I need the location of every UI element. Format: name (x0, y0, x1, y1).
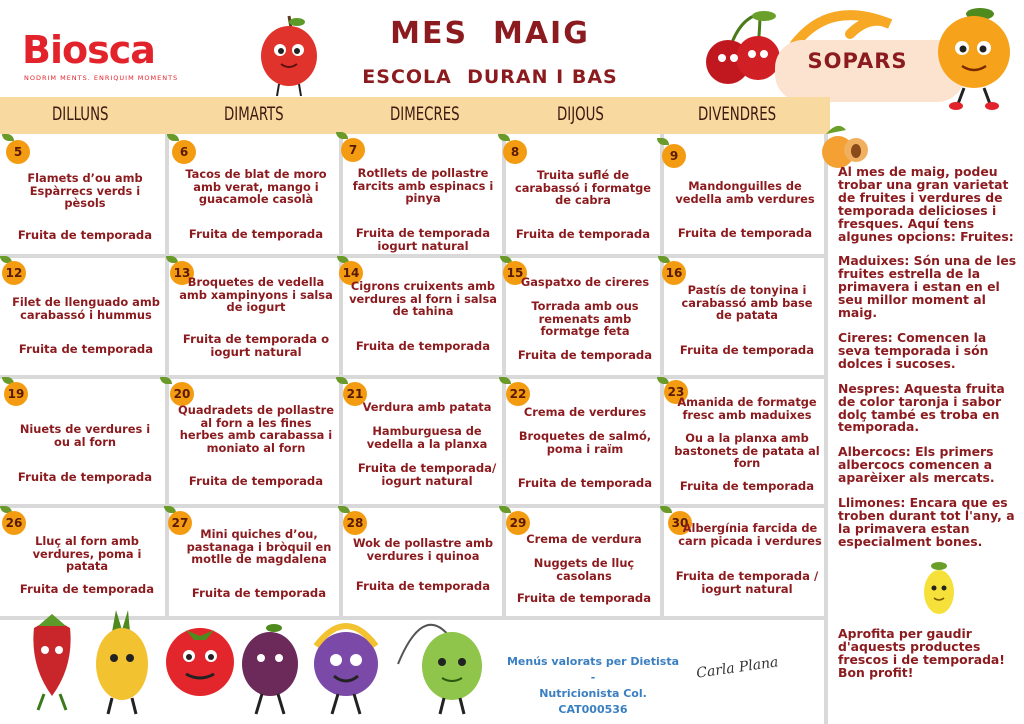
credit-line-1: Menús valorats per Dietista - (506, 655, 680, 684)
dinner-dish: Verdura amb patata (362, 400, 492, 414)
dinner-dessert: Fruita de temporada (355, 579, 491, 593)
dinner-dessert: Fruita de temporada (517, 476, 653, 490)
dinner-dessert: Fruita de temporada (188, 474, 324, 488)
fruit-note-loquats: Nespres: Aquesta fruita de color taronja i sabor dolç també es troba en temporada. (838, 380, 1005, 435)
dinner-dessert: Fruita de temporada / iogurt natural (675, 569, 819, 596)
day-number-badge: 21 (343, 382, 367, 406)
dinner-dessert: Fruita de temporada (18, 342, 154, 356)
leaf-icon (2, 134, 14, 141)
dinner-dish-second: Broquetes de salmó, poma i raïm (518, 429, 652, 456)
dinner-dish-second: Hamburguesa de vedella a la planxa (366, 424, 488, 451)
leaf-icon (498, 134, 510, 141)
grid-divider (0, 375, 826, 379)
dinner-dessert: Fruita de temporada (517, 348, 653, 362)
dinner-dish: Flamets d’ou amb Espàrrecs verds i pèsols (27, 171, 143, 210)
dietitian-signature: Carla Plana (695, 654, 780, 682)
dinner-dish: Crema de verdures (523, 405, 647, 419)
dinner-dessert: Fruita de temporada/ iogurt natural (357, 461, 497, 488)
dinner-dessert: Fruita de temporada (516, 591, 652, 605)
dinner-dish: Cigrons cruixents amb verdures al forn i salsa de tahina (349, 279, 497, 318)
day-number-badge: 20 (170, 382, 194, 406)
dinner-dessert: Fruita de temporada (19, 582, 155, 596)
weekday-tuesday: DIMARTS (224, 103, 284, 125)
dinner-dish: Gaspatxo de cireres (520, 275, 650, 289)
tomato-mascot-icon (166, 628, 234, 696)
dinner-dessert: Fruita de temporada (188, 227, 324, 241)
dinner-dessert: Fruita de temporada (17, 470, 153, 484)
weekday-thursday: DIJOUS (557, 103, 604, 125)
day-number-badge: 12 (2, 261, 26, 285)
strawberry-mascot-icon (33, 614, 70, 710)
day-number-badge: 27 (168, 511, 192, 535)
day-number-badge: 15 (503, 261, 527, 285)
dinner-dish-second: Nuggets de lluç casolans (533, 556, 635, 583)
dinner-dessert: Fruita de temporada o iogurt natural (182, 332, 330, 359)
day-number-badge: 8 (503, 140, 527, 164)
dinner-dish: Amanida de formatge fresc amb maduixes (677, 395, 817, 422)
dinner-dessert: Fruita de temporada (677, 226, 813, 240)
dinner-dish: Albergínia farcida de carn picada i verdures (678, 521, 822, 548)
day-number-badge: 6 (172, 140, 196, 164)
dinner-dish: Truita suflé de carabassó i formatge de cabra (514, 168, 652, 207)
dinner-dish: Filet de llenguado amb carabassó i hummus (12, 295, 160, 322)
day-number-badge: 13 (170, 261, 194, 285)
dinner-dish: Mandonguilles de vedella amb verdures (675, 179, 815, 206)
day-number-badge: 22 (506, 382, 530, 406)
dinner-dish: Broquetes de vedella amb xampinyons i salsa de iogurt (179, 275, 333, 314)
weekday-wednesday: DIMECRES (390, 103, 460, 125)
dinner-dish: Lluç al forn amb verdures, poma i patata (32, 534, 142, 573)
school-name: ESCOLA DURAN I BAS (362, 66, 618, 88)
meal-type-label: SOPARS (807, 49, 908, 73)
day-number-badge: 28 (343, 511, 367, 535)
dinner-dish: Rotllets de pollastre farcits amb espinacs i pinya (352, 166, 494, 205)
dinner-dessert: Fruita de temporada (679, 479, 815, 493)
day-number-badge: 23 (664, 380, 688, 404)
dinner-dessert: Fruita de temporada (191, 586, 327, 600)
apricot-icon (816, 120, 872, 170)
custard-apple-mascot-icon (398, 625, 482, 714)
day-number-badge: 7 (341, 138, 365, 162)
dinner-dessert: Fruita de temporada (17, 228, 153, 242)
dinner-dish: Niuets de verdures i ou al forn (19, 422, 151, 449)
dinner-dish: Pastís de tonyina i carabassó amb base de patata (681, 283, 813, 322)
page-title: MES MAIG (390, 16, 590, 51)
day-number-badge: 9 (662, 144, 686, 168)
fig-mascot-icon (314, 626, 378, 714)
dinner-dish-second: Torrada amb ous remenats amb formatge feta (531, 299, 639, 338)
lemon-mascot-icon (916, 560, 962, 624)
orange-mascot-icon (928, 4, 1020, 112)
grid-divider (0, 504, 826, 508)
day-number-badge: 19 (4, 382, 28, 406)
seasonal-fruit-info (838, 166, 1018, 561)
closing-message: Aprofita per gaudir d'aquests productes frescos i de temporada! Bon profit! (838, 626, 1005, 680)
dietitian-credit (504, 654, 682, 718)
sidebar-intro: Al mes de maig, podeu trobar una gran varietat de fruites i verdures de temporada delicioses i fresques. Aquí tens algunes opcions: Fruites: (838, 164, 1014, 244)
dinner-dish: Mini quiches d’ou, pastanaga i bròquil en motlle de magdalena (186, 527, 332, 566)
leaf-icon (657, 138, 669, 145)
dinner-dessert: Fruita de temporada (355, 339, 491, 353)
plum-mascot-icon (242, 624, 298, 714)
day-number-badge: 30 (668, 511, 692, 535)
day-number-badge: 14 (339, 261, 363, 285)
brand-logo: Biosca (22, 28, 155, 72)
grid-divider (824, 134, 828, 724)
fruit-note-lemons: Llimones: Encara que es troben durant tot l'any, a la primavera estan especialment bones. (838, 495, 1015, 549)
dinner-dish: Tacos de blat de moro amb verat, mango i guacamole casolà (185, 167, 327, 206)
pineapple-mascot-icon (96, 610, 148, 714)
day-number-badge: 5 (6, 140, 30, 164)
dinner-dessert: Fruita de temporada (679, 343, 815, 357)
fruit-mascots-row (16, 606, 506, 724)
dinner-dish: Crema de verdura (526, 532, 642, 546)
day-number-badge: 26 (2, 511, 26, 535)
fruit-note-apricots: Albercocs: Els primers albercocs comencen a aparèixer als mercats. (838, 444, 995, 486)
weekday-friday: DIVENDRES (698, 103, 777, 125)
dinner-dish: Wok de pollastre amb verdures i quinoa (352, 536, 494, 563)
weekday-monday: DILLUNS (52, 103, 109, 125)
day-number-badge: 29 (506, 511, 530, 535)
grid-divider (0, 254, 826, 258)
fruit-note-strawberries: Maduixes: Són una de les fruites estrella de la primavera i estan en el seu millor moment al maig. (838, 253, 1017, 321)
dinner-dish-second: Ou a la planxa amb bastonets de patata al forn (674, 431, 820, 470)
dinner-dessert: Fruita de temporada (515, 227, 651, 241)
credit-line-2: Nutricionista Col. CAT000536 (539, 687, 647, 716)
dinner-dish: Quadradets de pollastre al forn a les fines herbes amb carabassa i moniato al forn (178, 403, 334, 455)
dinner-dessert: Fruita de temporada iogurt natural (355, 226, 491, 253)
day-number-badge: 16 (662, 261, 686, 285)
brand-tagline: NODRIM MENTS. ENRIQUIM MOMENTS (24, 74, 179, 82)
fruit-note-cherries: Cireres: Comencen la seva temporada i són dolces i sucoses. (838, 329, 989, 371)
